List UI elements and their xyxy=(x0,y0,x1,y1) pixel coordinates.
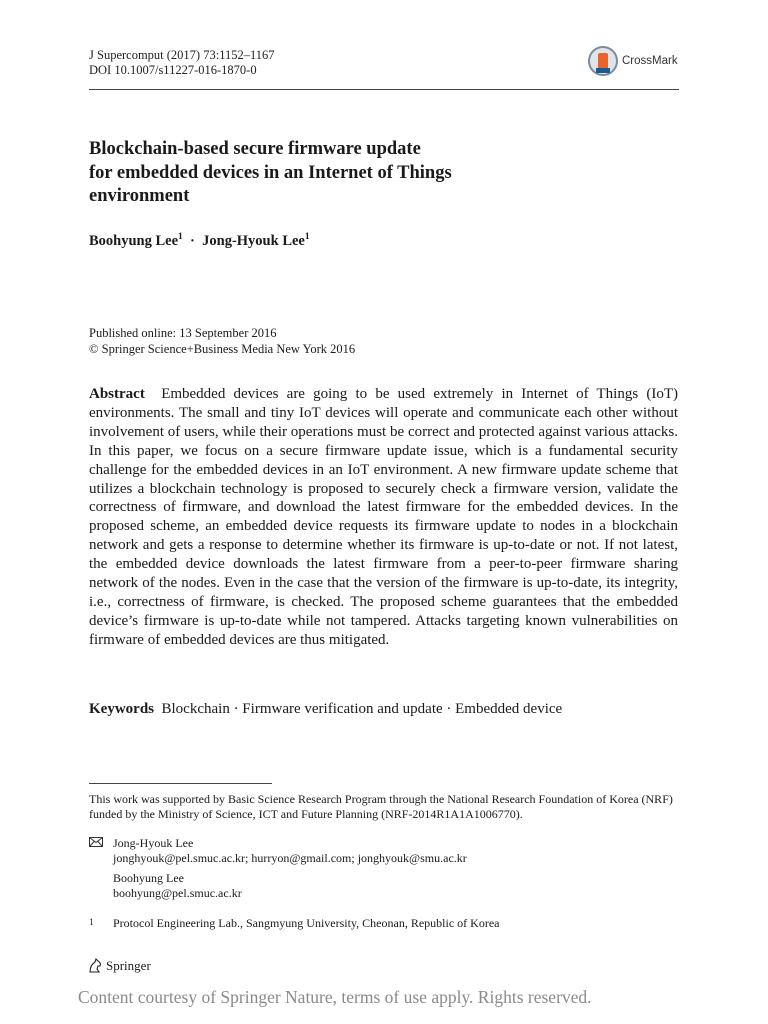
author-list xyxy=(89,232,310,250)
published-date: Published online: 13 September 2016 xyxy=(89,326,277,340)
journal-info xyxy=(89,48,275,78)
affiliation xyxy=(89,916,499,931)
author-name[interactable]: Jong-Hyouk Lee xyxy=(202,232,305,249)
abstract xyxy=(89,385,678,650)
keywords xyxy=(89,700,678,719)
funding-footnote: This work was supported by Basic Science Research Program through the National Research Foundation of Korea (NRF) funded by the Ministry of Science, ICT and Future Planning (NRF-2014R1A1A1006770). xyxy=(89,792,673,821)
copyright-notice: © Springer Science+Business Media New York 2016 xyxy=(89,341,356,356)
corresponding-author-name: Jong-Hyouk Lee xyxy=(113,836,194,850)
author-name[interactable]: Boohyung Lee xyxy=(89,232,179,249)
author-separator: · xyxy=(190,232,195,249)
title-line-1: Blockchain-based secure firmware update xyxy=(89,139,421,159)
author-affiliation-mark: 1 xyxy=(178,232,183,242)
publisher-name: Springer xyxy=(106,958,151,973)
journal-citation: J Supercomput (2017) 73:1152–1167 xyxy=(89,48,275,62)
courtesy-notice: Content courtesy of Springer Nature, terms of use apply. Rights reserved. xyxy=(78,987,592,1007)
coauthor-name: Boohyung Lee xyxy=(113,871,184,885)
publication-info xyxy=(89,326,355,357)
header-divider xyxy=(89,89,679,90)
title-line-2: for embedded devices in an Internet of Things xyxy=(89,162,452,183)
title-line-3: environment xyxy=(89,186,190,206)
affiliation-text: Protocol Engineering Lab., Sangmyung University, Cheonan, Republic of Korea xyxy=(113,916,500,930)
correspondence xyxy=(89,836,679,900)
springer-logo xyxy=(87,958,151,974)
springer-horse-icon xyxy=(87,958,103,974)
crossmark-badge[interactable] xyxy=(588,44,688,78)
keywords-label: Keywords xyxy=(89,701,154,717)
crossmark-label: CrossMark xyxy=(622,55,678,67)
crossmark-icon xyxy=(588,46,618,76)
keywords-text: Blockchain · Firmware verification and update · Embedded device xyxy=(161,701,563,717)
journal-doi[interactable]: DOI 10.1007/s11227-016-1870-0 xyxy=(89,63,257,77)
abstract-label: Abstract xyxy=(89,386,145,402)
affiliation-number: 1 xyxy=(89,918,94,928)
coauthor-email[interactable]: boohyung@pel.smuc.ac.kr xyxy=(113,885,242,900)
paper-title xyxy=(89,138,649,209)
author-affiliation-mark: 1 xyxy=(304,232,310,242)
abstract-text: Embedded devices are going to be used extremely in Internet of Things (IoT) environments. The small and tiny IoT devices will operate and communicate each other without involvement of users, while their operations must be correct and protected against various attacks. In this paper, we focus on a secure firmware update issue, which is a fundamental security challenge for the embedded devices in an IoT environment. A new firmware update scheme that utilizes a blockchain technology is proposed to securely check a firmware version, validate the correctness of firmware, and download the latest firmware for the embedded devices. In the proposed scheme, an embedded device requests its firmware update to nodes in a blockchain network and gets a response to determine whether its firmware is up-to-date or not. If not latest, the embedded device downloads the latest firmware from a peer-to-peer firmware sharing network of the nodes. Even in the case that the version of the firmware is up-to-date, its integrity, i.e., correctness of firmware, is checked. The proposed scheme guarantees that the embedded device’s firmware is up-to-date while not tampered. Attacks targeting known vulnerabilities on firmware of embedded devices are thus mitigated. xyxy=(89,386,679,648)
envelope-icon xyxy=(89,836,113,851)
footnote-divider xyxy=(89,783,272,784)
corresponding-author-email[interactable]: jonghyouk@pel.smuc.ac.kr; hurryon@gmail.com; jonghyouk@smu.ac.kr xyxy=(113,850,467,865)
